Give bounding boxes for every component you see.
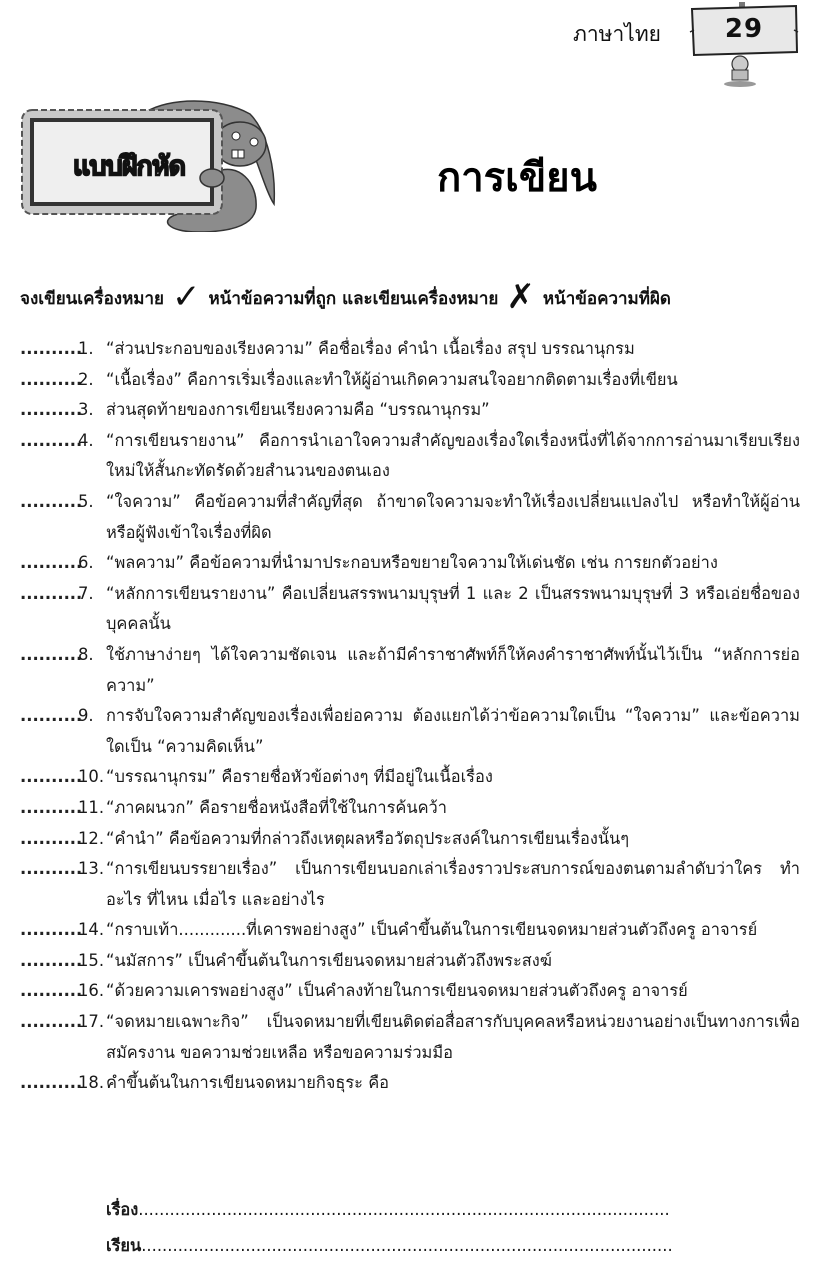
item-text: คำขึ้นต้นในการเขียนจดหมายกิจธุระ คือ <box>106 1073 390 1093</box>
answer-blank[interactable]: .......... <box>20 920 83 940</box>
item-text: “กราบเท้า.............ที่เคารพอย่างสูง” เป็นคำขึ้นต้นในการเขียนจดหมายส่วนตัวถึงครู อาจารย์ <box>106 920 758 940</box>
item-number: 12. <box>78 828 105 848</box>
cross-mark-icon: ✗ <box>506 277 535 317</box>
list-item <box>20 793 800 824</box>
item-text: “ส่วนประกอบของเรียงความ” คือชื่อเรื่อง คำนำ เนื้อเรื่อง สรุป บรรณานุกรม <box>106 339 635 358</box>
exercise-badge <box>18 92 288 232</box>
item-number: 2. <box>78 369 94 389</box>
answer-blank[interactable]: .......... <box>20 644 83 664</box>
answer-blank[interactable]: .......... <box>20 1012 83 1032</box>
page-title: การเขียน <box>437 155 597 201</box>
list-item <box>20 426 800 487</box>
item-number: 16. <box>78 981 105 1001</box>
list-item <box>20 579 800 640</box>
item-number: 18. <box>78 1073 105 1093</box>
recipient-label: เรียน <box>106 1236 142 1255</box>
item-number: 15. <box>78 950 105 970</box>
item-number: 7. <box>78 583 94 603</box>
item-text: “บรรณานุกรม” คือรายชื่อหัวข้อต่างๆ ที่มีอยู่ในเนื้อเรื่อง <box>106 767 493 787</box>
letter-fill-lines <box>106 1192 673 1264</box>
item-number: 4. <box>78 430 94 450</box>
item-text: การจับใจความสำคัญของเรื่องเพื่อย่อความ ต้องแยกได้ว่าข้อความใดเป็น “ใจความ” และข้อความใดเป็น “ความคิดเห็น” <box>106 706 800 756</box>
item-number: 10. <box>78 767 105 787</box>
answer-blank[interactable]: .......... <box>20 339 83 358</box>
answer-blank[interactable]: .......... <box>20 797 83 817</box>
answer-blank[interactable]: .......... <box>20 981 83 1001</box>
subject-label: ภาษาไทย <box>573 22 661 46</box>
page-number-sign <box>688 2 800 88</box>
item-text: “ด้วยความเคารพอย่างสูง” เป็นคำลงท้ายในการเขียนจดหมายส่วนตัวถึงครู อาจารย์ <box>106 981 688 1001</box>
item-number: 14. <box>78 920 105 940</box>
list-item <box>20 946 800 977</box>
list-item <box>20 640 800 701</box>
recipient-blank[interactable]: ...................................................................................................... <box>141 1236 673 1255</box>
list-item <box>20 487 800 548</box>
badge-label: แบบฝึกหัด <box>72 151 186 182</box>
answer-blank[interactable]: .......... <box>20 583 83 603</box>
answer-blank[interactable]: .......... <box>20 400 83 420</box>
answer-blank[interactable]: .......... <box>20 491 83 511</box>
item-text: ส่วนสุดท้ายของการเขียนเรียงความคือ “บรรณานุกรม” <box>106 400 490 420</box>
instruction-text-3: หน้าข้อความที่ผิด <box>542 289 671 309</box>
item-number: 5. <box>78 491 94 511</box>
list-item <box>20 1068 800 1099</box>
answer-blank[interactable]: .......... <box>20 828 83 848</box>
item-text: “การเขียนบรรยายเรื่อง” เป็นการเขียนบอกเล่าเรื่องราวประสบการณ์ของตนตามลำดับว่าใคร ทำอะไร ที่ไหน เมื่อไร และอย่างไร <box>106 859 800 909</box>
answer-blank[interactable]: .......... <box>20 706 83 726</box>
item-text: ใช้ภาษาง่ายๆ ได้ใจความชัดเจน และถ้ามีคำราชาศัพท์ก็ให้คงคำราชาศัพท์นั้นไว้เป็น “หลักการย่อความ” <box>106 644 800 695</box>
check-mark-icon: ✓ <box>172 277 201 317</box>
list-item <box>20 854 800 915</box>
list-item <box>20 762 800 793</box>
subject-label: เรื่อง <box>106 1200 139 1219</box>
answer-blank[interactable]: .......... <box>20 369 83 389</box>
list-item <box>20 1007 800 1068</box>
list-item <box>20 365 800 396</box>
list-item <box>20 548 800 579</box>
list-item <box>20 701 800 762</box>
answer-blank[interactable]: .......... <box>20 430 83 450</box>
instruction-text-2: หน้าข้อความที่ถูก และเขียนเครื่องหมาย <box>208 289 499 309</box>
item-number: 11. <box>78 797 105 817</box>
item-text: “เนื้อเรื่อง” คือการเริ่มเรื่องและทำให้ผู้อ่านเกิดความสนใจอยากติดตามเรื่องที่เขียน <box>106 369 678 389</box>
item-text: “ภาคผนวก” คือรายชื่อหนังสือที่ใช้ในการค้นคว้า <box>106 797 447 817</box>
item-text: “หลักการเขียนรายงาน” คือเปลี่ยนสรรพนามบุรุษที่ 1 และ 2 เป็นสรรพนามบุรุษที่ 3 หรือเอ่ยชื่อของบุคคลนั้น <box>106 583 800 634</box>
item-number: 3. <box>78 400 94 420</box>
exercise-list <box>20 334 800 1099</box>
item-text: “การเขียนรายงาน” คือการนำเอาใจความสำคัญของเรื่องใดเรื่องหนึ่งที่ได้จากการอ่านมาเรียบเรียงใหม่ให้สั้นกะทัดรัดด้วยสำนวนของตนเอง <box>106 430 800 481</box>
answer-blank[interactable]: .......... <box>20 553 83 573</box>
instruction <box>20 277 810 317</box>
page-number: 29 <box>724 14 764 44</box>
item-number: 13. <box>78 859 105 879</box>
answer-blank[interactable]: .......... <box>20 950 83 970</box>
instruction-text-1: จงเขียนเครื่องหมาย <box>20 289 165 309</box>
subject-blank[interactable]: ...................................................................................................... <box>138 1200 670 1219</box>
list-item <box>20 395 800 426</box>
recipient-fill-line <box>106 1228 673 1264</box>
item-text: “นมัสการ” เป็นคำขึ้นต้นในการเขียนจดหมายส่วนตัวถึงพระสงฆ์ <box>106 950 552 970</box>
item-text: “พลความ” คือข้อความที่นำมาประกอบหรือขยายใจความให้เด่นชัด เช่น การยกตัวอย่าง <box>106 553 718 573</box>
answer-blank[interactable]: .......... <box>20 767 83 787</box>
list-item <box>20 976 800 1007</box>
list-item <box>20 334 800 365</box>
list-item <box>20 824 800 855</box>
subject-fill-line <box>106 1192 673 1228</box>
answer-blank[interactable]: .......... <box>20 859 83 879</box>
item-number: 17. <box>78 1012 105 1032</box>
item-number: 9. <box>78 706 94 726</box>
list-item <box>20 915 800 946</box>
item-number: 6. <box>78 553 94 573</box>
item-text: “คำนำ” คือข้อความที่กล่าวถึงเหตุผลหรือวัตถุประสงค์ในการเขียนเรื่องนั้นๆ <box>106 828 630 848</box>
item-text: “จดหมายเฉพาะกิจ” เป็นจดหมายที่เขียนติดต่อสื่อสารกับบุคคลหรือหน่วยงานอย่างเป็นทางการเพื่อสมัครงาน ขอความช่วยเหลือ หรือขอความร่วมมือ <box>106 1012 800 1062</box>
answer-blank[interactable]: .......... <box>20 1073 83 1093</box>
item-text: “ใจความ” คือข้อความที่สำคัญที่สุด ถ้าขาดใจความจะทำให้เรื่องเปลี่ยนแปลงไป หรือทำให้ผู้อ่านหรือผู้ฟังเข้าใจเรื่องที่ผิด <box>106 491 800 542</box>
item-number: 1. <box>78 339 94 358</box>
item-number: 8. <box>78 644 94 664</box>
